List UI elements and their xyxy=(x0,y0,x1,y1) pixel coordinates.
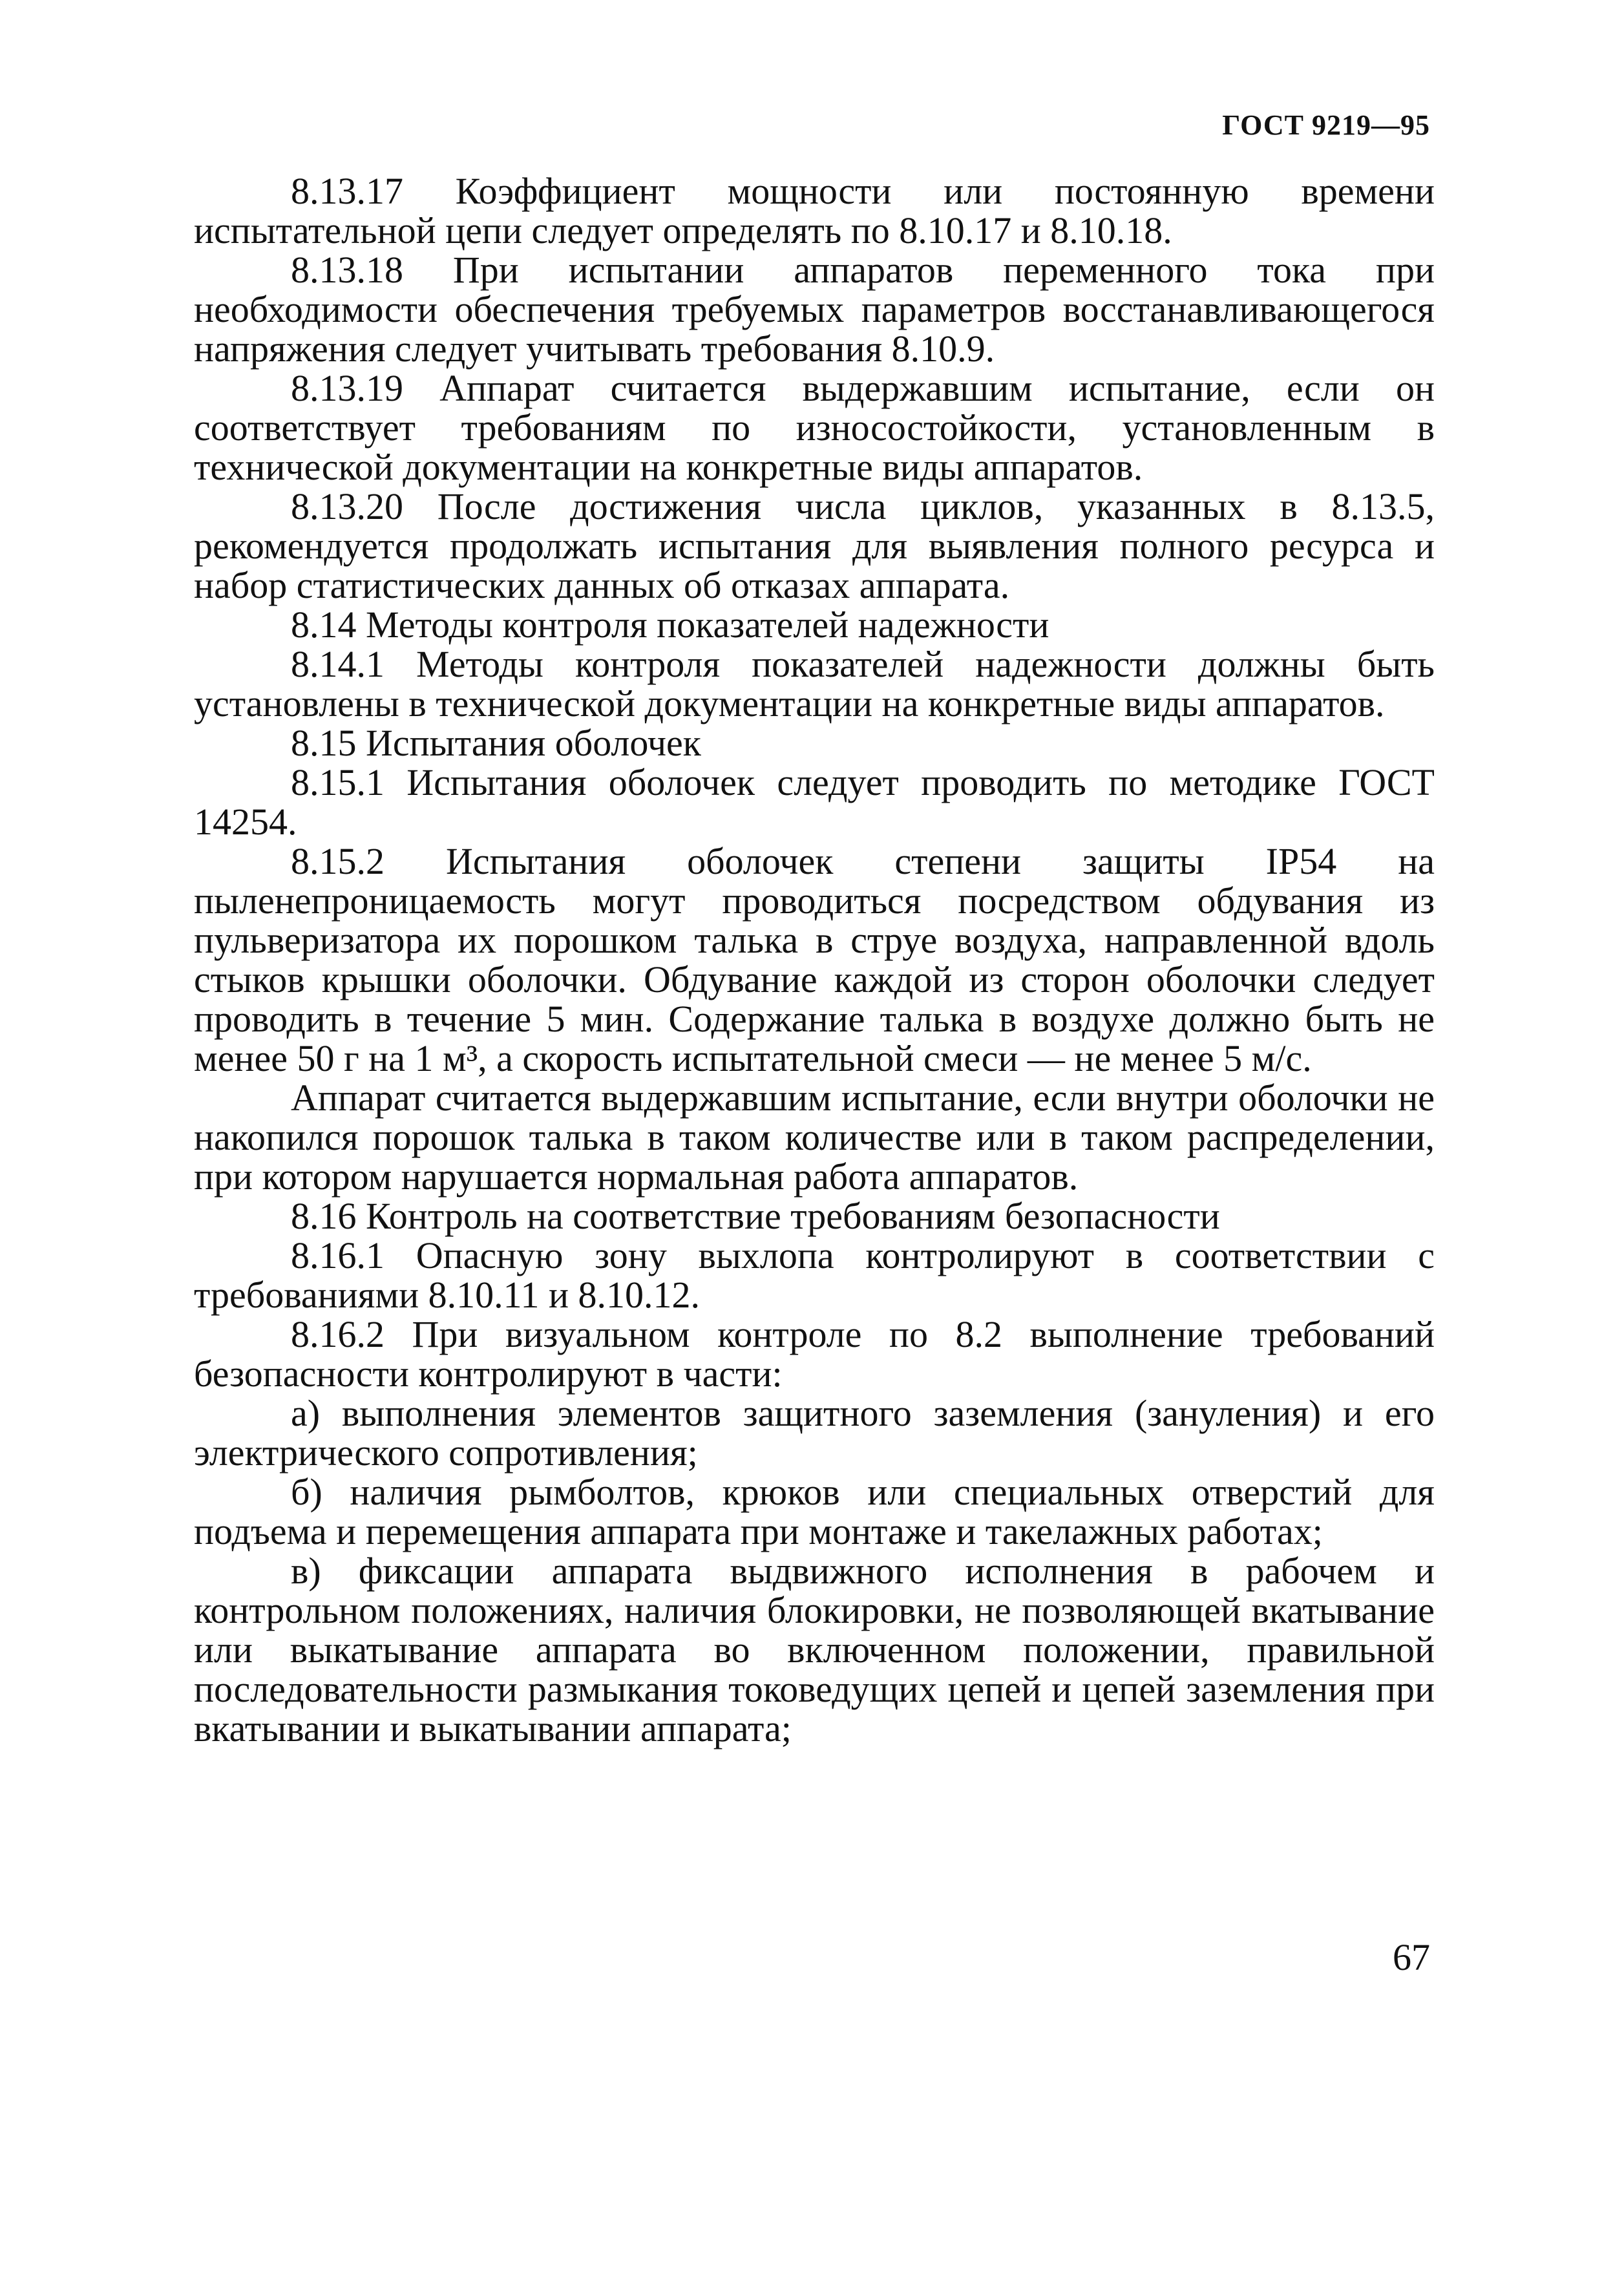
paragraph-8-13-20: 8.13.20 После достижения числа циклов, указанных в 8.13.5, рекомендуется продолжать испытания для выявления полного ресурса и набор статистических данных об отказах аппарата. xyxy=(194,485,1435,606)
paragraph-8-13-19: 8.13.19 Аппарат считается выдержавшим испытание, если он соответствует требованиям по износостойкости, установленным в технической документации на конкретные виды аппаратов. xyxy=(194,367,1435,488)
list-item-a: а) выполнения элементов защитного заземления (зануления) и его электрического сопротивления; xyxy=(194,1392,1435,1474)
document-code-header: ГОСТ 9219—95 xyxy=(1222,109,1430,141)
paragraph-8-13-18: 8.13.18 При испытании аппаратов переменного тока при необходимости обеспечения требуемых параметров восстанавливающегося напряжения следует учитывать требования 8.10.9. xyxy=(194,249,1435,370)
paragraph-8-16-2: 8.16.2 При визуальном контроле по 8.2 выполнение требований безопасности контролируют в части: xyxy=(194,1313,1435,1395)
paragraph-8-16-1: 8.16.1 Опасную зону выхлопа контролируют в соответствии с требованиями 8.10.11 и 8.10.12. xyxy=(194,1234,1435,1316)
document-body xyxy=(194,171,1435,1748)
list-item-b: б) наличия рымболтов, крюков или специальных отверстий для подъема и перемещения аппарата при монтаже и такелажных работах; xyxy=(194,1471,1435,1552)
paragraph-8-15-1: 8.15.1 Испытания оболочек следует проводить по методике ГОСТ 14254. xyxy=(194,761,1435,843)
page-number: 67 xyxy=(1393,1936,1430,1978)
paragraph-8-15-2: 8.15.2 Испытания оболочек степени защиты IP54 на пыленепроницаемость могут проводиться посредством обдувания из пульверизатора их порошком талька в струе воздуха, направленной вдоль стыков крышки оболочки. Обдувание каждой из сторон оболочки следует проводить в течение 5 мин. Содержание талька в воздухе должно быть не менее 50 г на 1 м³, а скорость испытательной смеси — не менее 5 м/с. xyxy=(194,840,1435,1079)
paragraph-8-14-1: 8.14.1 Методы контроля показателей надежности должны быть установлены в технической документации на конкретные виды аппаратов. xyxy=(194,643,1435,724)
section-heading-8-15: 8.15 Испытания оболочек xyxy=(291,722,701,764)
section-heading-8-14: 8.14 Методы контроля показателей надежности xyxy=(291,604,1049,646)
paragraph-8-15-2-result: Аппарат считается выдержавшим испытание, если внутри оболочки не накопился порошок талька в таком количестве или в таком распределении, при котором нарушается нормальная работа аппаратов. xyxy=(194,1077,1435,1198)
section-heading-8-16: 8.16 Контроль на соответствие требованиям безопасности xyxy=(291,1195,1220,1237)
list-item-v: в) фиксации аппарата выдвижного исполнения в рабочем и контрольном положениях, наличия блокировки, не позволяющей вкатывание или выкатывание аппарата во включенном положении, правильной последовательности размыкания токоведущих цепей и цепей заземления при вкатывании и выкатывании аппарата; xyxy=(194,1550,1435,1749)
paragraph-8-13-17: 8.13.17 Коэффициент мощности или постоянную времени испытательной цепи следует определять по 8.10.17 и 8.10.18. xyxy=(194,170,1435,251)
